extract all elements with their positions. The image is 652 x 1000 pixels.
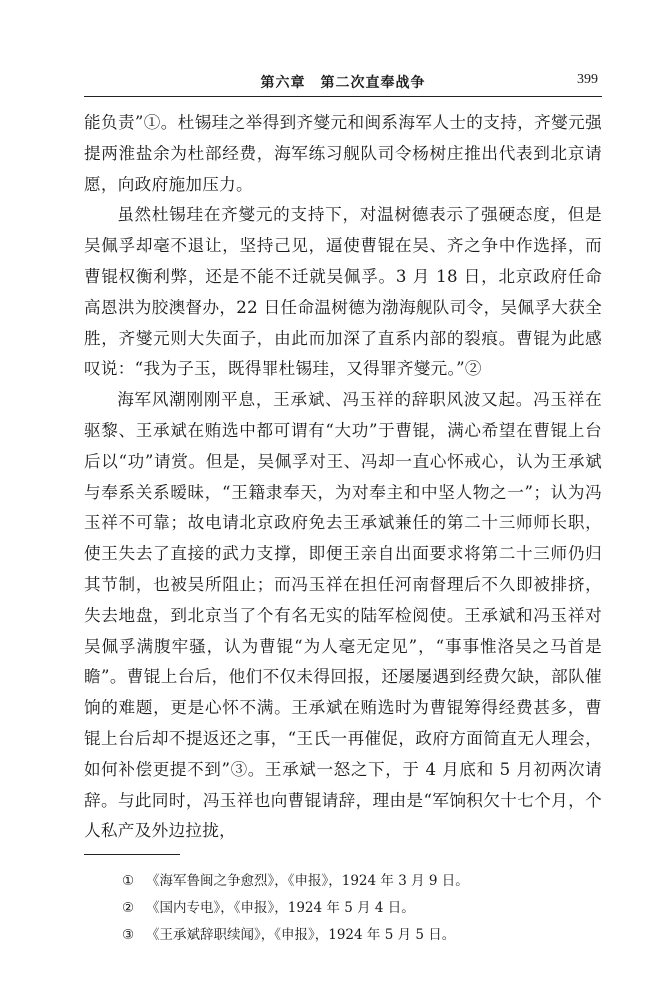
chapter-title: 第六章 第二次直奉战争 bbox=[260, 75, 426, 91]
body-text bbox=[84, 108, 602, 847]
footnote-2-mark: ② bbox=[122, 900, 135, 916]
footnotes bbox=[122, 868, 602, 949]
paragraph-2: 虽然杜锡珪在齐燮元的支持下，对温树德表示了强硬态度，但是吴佩孚却毫不退让，坚持己见，逼使曹锟在吴、齐之争中作选择，而曹锟权衡利弊，还是不能不迁就吴佩孚。3 月 18 日，北京政府任命高恩洪为胶澳督办，22 日任命温树德为渤海舰队司令，吴佩孚大获全胜，齐燮元则大失面子，由此而加深了直系内部的裂痕。曹锟为此感叹说：“我为子玉，既得罪杜锡珪，又得罪齐燮元。”② bbox=[84, 205, 602, 379]
footnote-divider bbox=[84, 854, 180, 855]
footnote-3-text: 《王承斌辞职续闻》，《申报》，1924 年 5 月 5 日。 bbox=[146, 927, 456, 943]
page-number: 399 bbox=[577, 72, 598, 87]
footnote-1-text: 《海军鲁闽之争愈烈》，《申报》，1924 年 3 月 9 日。 bbox=[146, 873, 469, 889]
footnote-3 bbox=[122, 922, 602, 949]
footnote-2 bbox=[122, 895, 602, 922]
footnote-1-mark: ① bbox=[122, 873, 135, 889]
footnote-3-mark: ③ bbox=[122, 927, 135, 943]
paragraph-3: 海军风潮刚刚平息，王承斌、冯玉祥的辞职风波又起。冯玉祥在驱黎、王承斌在贿选中都可谓有“大功”于曹锟，满心希望在曹锟上台后以“功”请赏。但是，吴佩孚对王、冯却一直心怀戒心，认为王承斌与奉系关系暧昧，“王籍隶奉天，为对奉主和中坚人物之一”；认为冯玉祥不可靠；故电请北京政府免去王承斌兼任的第二十三师师长职，使王失去了直接的武力支撑，即便王亲自出面要求将第二十三师仍归其节制，也被吴所阻止；而冯玉祥在担任河南督理后不久即被排挤，失去地盘，到北京当了个有名无实的陆军检阅使。王承斌和冯玉祥对吴佩孚满腹牢骚，认为曹锟“为人毫无定见”，“事事惟洛吴之马首是瞻”。曹锟上台后，他们不仅未得回报，还屡屡遇到经费欠缺，部队催饷的难题，更是心怀不满。王承斌在贿选时为曹锟筹得经费甚多，曹锟上台后却不提返还之事，“王氏一再催促，政府方面简直无人理会，如何补偿更提不到”③。王承斌一怒之下，于 4 月底和 5 月初两次请辞。与此同时，冯玉祥也向曹锟请辞，理由是“军饷积欠十七个月，个人私产及外边拉拢， bbox=[84, 390, 602, 841]
footnote-2-text: 《国内专电》，《申报》，1924 年 5 月 4 日。 bbox=[146, 900, 415, 916]
running-header bbox=[84, 68, 602, 97]
footnote-1 bbox=[122, 868, 602, 895]
paragraph-1: 能负责”①。杜锡珪之举得到齐燮元和闽系海军人士的支持，齐燮元强提两淮盐余为杜部经费，海军练习舰队司令杨树庄推出代表到北京请愿，向政府施加压力。 bbox=[84, 113, 602, 194]
